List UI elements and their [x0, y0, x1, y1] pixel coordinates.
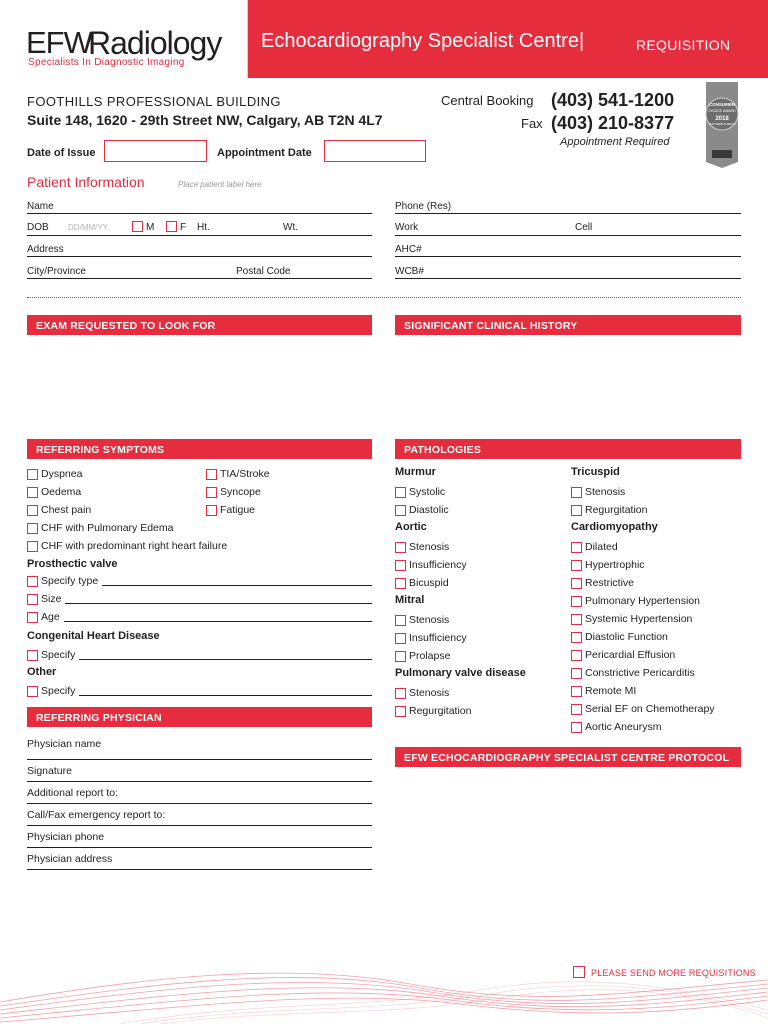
pathology-label: Stenosis	[409, 614, 450, 626]
building-name: FOOTHILLS PROFESSIONAL BUILDING	[27, 94, 281, 109]
checkbox[interactable]	[27, 523, 38, 534]
prosthetic-label: Age	[41, 611, 60, 623]
symptom-row[interactable]	[27, 539, 372, 553]
prosthetic-row[interactable]	[27, 592, 372, 606]
symptom-label: TIA/Stroke	[220, 468, 270, 480]
address-field[interactable]	[27, 256, 372, 257]
field-label: Physician phone	[27, 831, 105, 843]
fax-label: Fax	[521, 116, 543, 131]
pathology-row[interactable]	[571, 630, 741, 644]
pathology-row[interactable]	[571, 485, 741, 499]
pathology-label: Restrictive	[585, 577, 635, 589]
emergency-report-field[interactable]	[27, 804, 372, 826]
checkbox[interactable]	[27, 612, 38, 623]
specify-line[interactable]	[79, 695, 372, 696]
work-field[interactable]	[395, 235, 741, 236]
field-label: Call/Fax emergency report to:	[27, 809, 166, 821]
date-of-issue-label: Date of Issue	[27, 147, 96, 159]
checkbox[interactable]	[395, 560, 406, 571]
pathology-label: Systolic	[409, 486, 446, 498]
symptom-label: Chest pain	[41, 504, 92, 516]
sex-m-label: M	[146, 222, 155, 233]
checkbox[interactable]	[395, 505, 406, 516]
field-label: Additional report to:	[27, 787, 119, 799]
pathology-label: Constrictive Pericarditis	[585, 667, 695, 679]
symptom-label: Dyspnea	[41, 468, 83, 480]
exam-section-header: EXAM REQUESTED TO LOOK FOR	[27, 315, 372, 335]
pathology-row[interactable]	[571, 503, 741, 517]
checkbox[interactable]	[571, 722, 582, 733]
pathology-label: Serial EF on Chemotherapy	[585, 703, 715, 715]
address-label: Address	[27, 244, 64, 255]
prosthetic-label: Size	[41, 593, 62, 605]
pathology-row[interactable]	[571, 648, 741, 662]
appointment-date-field[interactable]	[324, 140, 426, 162]
pulmonary-title: Pulmonary valve disease	[395, 667, 526, 679]
weight-label: Wt.	[283, 222, 298, 233]
checkbox[interactable]	[206, 505, 217, 516]
symptoms-section-header: REFERRING SYMPTOMS	[27, 439, 372, 459]
physician-phone-field[interactable]	[27, 826, 372, 848]
symptom-row[interactable]	[206, 503, 372, 517]
symptom-row[interactable]	[206, 485, 372, 499]
pathology-label: Diastolic	[409, 504, 449, 516]
pathologies-col1	[395, 466, 565, 718]
city-label: City/Province	[27, 266, 86, 277]
pathology-row[interactable]	[395, 631, 565, 645]
pathology-label: Hypertrophic	[585, 559, 645, 571]
history-section-header: SIGNIFICANT CLINICAL HISTORY	[395, 315, 741, 335]
signature-field[interactable]	[27, 760, 372, 782]
pathology-label: Stenosis	[409, 687, 450, 699]
patient-info-title: Patient Information	[27, 174, 145, 190]
pathology-row[interactable]	[395, 686, 565, 700]
checkbox[interactable]	[395, 615, 406, 626]
checkbox[interactable]	[395, 651, 406, 662]
symptoms-col1	[27, 467, 197, 517]
specify-line[interactable]	[79, 659, 372, 660]
symptom-label: Oedema	[41, 486, 82, 498]
pathology-row[interactable]	[395, 558, 565, 572]
pathology-row[interactable]	[571, 666, 741, 680]
requisition-label: REQUISITION	[636, 37, 731, 53]
pathology-label: Stenosis	[409, 541, 450, 553]
specify-line[interactable]	[64, 621, 372, 622]
symptom-row[interactable]	[27, 467, 197, 481]
pathology-label: Diastolic Function	[585, 631, 668, 643]
checkbox[interactable]	[571, 578, 582, 589]
checkbox[interactable]	[571, 505, 582, 516]
pathology-label: Pulmonary Hypertension	[585, 595, 700, 607]
pathology-row[interactable]	[395, 540, 565, 554]
physician-name-field[interactable]	[27, 738, 372, 760]
checkbox[interactable]	[571, 686, 582, 697]
pathology-row[interactable]	[395, 704, 565, 718]
field-label: Signature	[27, 765, 72, 777]
congenital-group	[27, 630, 372, 662]
central-booking-number: (403) 541-1200	[551, 90, 675, 110]
pathology-label: Remote MI	[585, 685, 637, 697]
logo-wordmark: Radiology	[88, 25, 222, 61]
checkbox[interactable]	[395, 633, 406, 644]
symptom-label: Fatigue	[220, 504, 256, 516]
postal-label: Postal Code	[236, 266, 291, 277]
checkbox[interactable]	[206, 469, 217, 480]
wcb-label: WCB#	[395, 266, 424, 277]
prosthetic-title: Prosthectic valve	[27, 558, 118, 570]
award-line1: CONSUMER	[708, 102, 736, 107]
pathology-row[interactable]	[571, 594, 741, 608]
page-title	[261, 30, 584, 53]
congenital-title: Congenital Heart Disease	[27, 630, 160, 642]
pathology-row[interactable]	[395, 576, 565, 590]
award-line2: CHOICE AWARD	[708, 109, 736, 113]
address-line: Suite 148, 1620 - 29th Street NW, Calgary, AB T2N 4L7	[27, 112, 383, 128]
pathology-label: Prolapse	[409, 650, 451, 662]
dotted-divider	[27, 297, 741, 298]
symptom-label: Syncope	[220, 486, 261, 498]
height-label: Ht.	[197, 222, 210, 233]
pathology-row[interactable]	[395, 649, 565, 663]
checkbox[interactable]	[27, 594, 38, 605]
ahc-label: AHC#	[395, 244, 422, 255]
checkbox[interactable]	[395, 487, 406, 498]
pathology-row[interactable]	[571, 612, 741, 626]
additional-report-field[interactable]	[27, 782, 372, 804]
checkbox[interactable]	[571, 487, 582, 498]
murmur-title: Murmur	[395, 466, 436, 478]
pathology-label: Insufficiency	[409, 632, 467, 644]
dob-label: DOB	[27, 222, 49, 233]
checkbox[interactable]	[571, 560, 582, 571]
symptom-row[interactable]	[206, 467, 372, 481]
pathology-row[interactable]	[395, 613, 565, 627]
symptom-label: CHF with predominant right heart failure	[41, 540, 228, 552]
phone-res-label: Phone (Res)	[395, 201, 452, 212]
award-region: SOUTHERN ALBERTA	[708, 123, 736, 126]
physician-fields	[27, 738, 372, 870]
pathology-row[interactable]	[571, 576, 741, 590]
symptoms-col2	[206, 467, 372, 517]
checkbox[interactable]	[27, 505, 38, 516]
cell-label: Cell	[575, 222, 593, 233]
mitral-title: Mitral	[395, 594, 425, 606]
pathology-label: Dilated	[585, 541, 618, 553]
central-booking-label: Central Booking	[441, 93, 534, 108]
checkbox[interactable]	[27, 686, 38, 697]
pathology-row[interactable]	[571, 540, 741, 554]
checkbox[interactable]	[571, 704, 582, 715]
prosthetic-label: Specify type	[41, 575, 99, 587]
checkbox[interactable]	[571, 596, 582, 607]
checkbox[interactable]	[571, 542, 582, 553]
checkbox[interactable]	[571, 668, 582, 679]
ahc-field[interactable]	[395, 256, 741, 257]
physician-address-field[interactable]	[27, 848, 372, 870]
sex-m-checkbox[interactable]	[132, 221, 143, 232]
work-label: Work	[395, 222, 419, 233]
date-of-issue-field[interactable]	[104, 140, 207, 162]
prosthetic-row[interactable]	[27, 574, 372, 588]
pathology-label: Insufficiency	[409, 559, 467, 571]
physician-section-header: REFERRING PHYSICIAN	[27, 707, 372, 727]
field-label: Physician name	[27, 738, 102, 750]
pathologies-section-header: PATHOLOGIES	[395, 439, 741, 459]
checkbox[interactable]	[395, 688, 406, 699]
symptoms-wide	[27, 521, 372, 553]
sex-f-checkbox[interactable]	[166, 221, 177, 232]
checkbox[interactable]	[571, 614, 582, 625]
title-separator: |	[578, 30, 585, 52]
pathology-label: Systemic Hypertension	[585, 613, 693, 625]
sex-f-label: F	[180, 222, 187, 233]
symptom-row[interactable]	[27, 485, 197, 499]
city-field[interactable]	[27, 278, 372, 279]
pathology-row[interactable]	[571, 702, 741, 716]
pathology-row[interactable]	[571, 720, 741, 734]
more-requisitions-label: PLEASE SEND MORE REQUISITIONS	[591, 968, 756, 978]
dob-placeholder: DD/MM/YY	[68, 223, 108, 232]
phone-res-field[interactable]	[395, 213, 741, 214]
appointment-date-label: Appointment Date	[217, 147, 312, 159]
dob-field[interactable]	[27, 235, 372, 236]
logo-mark: EFW	[26, 25, 92, 60]
symptom-row[interactable]	[27, 521, 372, 535]
congenital-row[interactable]	[27, 648, 372, 662]
name-field[interactable]	[27, 213, 372, 214]
cardiomyopathy-title: Cardiomyopathy	[571, 521, 658, 533]
other-group	[27, 666, 372, 698]
checkbox[interactable]	[395, 578, 406, 589]
pathology-label: Bicuspid	[409, 577, 449, 589]
other-label: Specify	[41, 685, 76, 697]
other-row[interactable]	[27, 684, 372, 698]
field-label: Physician address	[27, 853, 113, 865]
wcb-field[interactable]	[395, 278, 741, 279]
congenital-label: Specify	[41, 649, 76, 661]
pathologies-col2	[571, 466, 741, 734]
symptom-label: CHF with Pulmonary Edema	[41, 522, 174, 534]
pathology-row[interactable]	[571, 558, 741, 572]
pathology-label: Pericardial Effusion	[585, 649, 676, 661]
prosthetic-row[interactable]	[27, 610, 372, 624]
checkbox[interactable]	[395, 542, 406, 553]
symptom-row[interactable]	[27, 503, 197, 517]
page-title-text: Echocardiography Specialist Centre	[261, 30, 579, 52]
pathology-row[interactable]	[395, 503, 565, 517]
checkbox[interactable]	[395, 706, 406, 717]
checkbox[interactable]	[571, 650, 582, 661]
aortic-title: Aortic	[395, 521, 427, 533]
pathology-row[interactable]	[395, 485, 565, 499]
fax-number: (403) 210-8377	[551, 113, 675, 133]
award-badge-icon	[704, 82, 740, 168]
logo-tagline: Specialists In Diagnostic Imaging	[28, 57, 185, 68]
specify-line[interactable]	[65, 603, 372, 604]
checkbox[interactable]	[571, 632, 582, 643]
checkbox[interactable]	[27, 650, 38, 661]
checkbox[interactable]	[27, 469, 38, 480]
specify-line[interactable]	[102, 585, 372, 586]
patient-label-hint: Place patient label here	[178, 180, 262, 189]
tricuspid-title: Tricuspid	[571, 466, 620, 478]
more-requisitions-checkbox[interactable]	[573, 966, 585, 978]
award-year: 2018	[715, 116, 729, 122]
prosthetic-group	[27, 558, 372, 624]
checkbox[interactable]	[27, 487, 38, 498]
pathology-label: Regurgitation	[585, 504, 648, 516]
checkbox[interactable]	[206, 487, 217, 498]
pathology-label: Aortic Aneurysm	[585, 721, 662, 733]
protocol-section-header: EFW ECHOCARDIOGRAPHY SPECIALIST CENTRE PROTOCOL	[395, 747, 741, 767]
pathology-label: Stenosis	[585, 486, 626, 498]
pathology-row[interactable]	[571, 684, 741, 698]
name-label: Name	[27, 201, 54, 212]
appointment-note: Appointment Required	[560, 136, 670, 148]
checkbox[interactable]	[27, 541, 38, 552]
other-title: Other	[27, 666, 57, 678]
pathology-label: Regurgitation	[409, 705, 472, 717]
checkbox[interactable]	[27, 576, 38, 587]
